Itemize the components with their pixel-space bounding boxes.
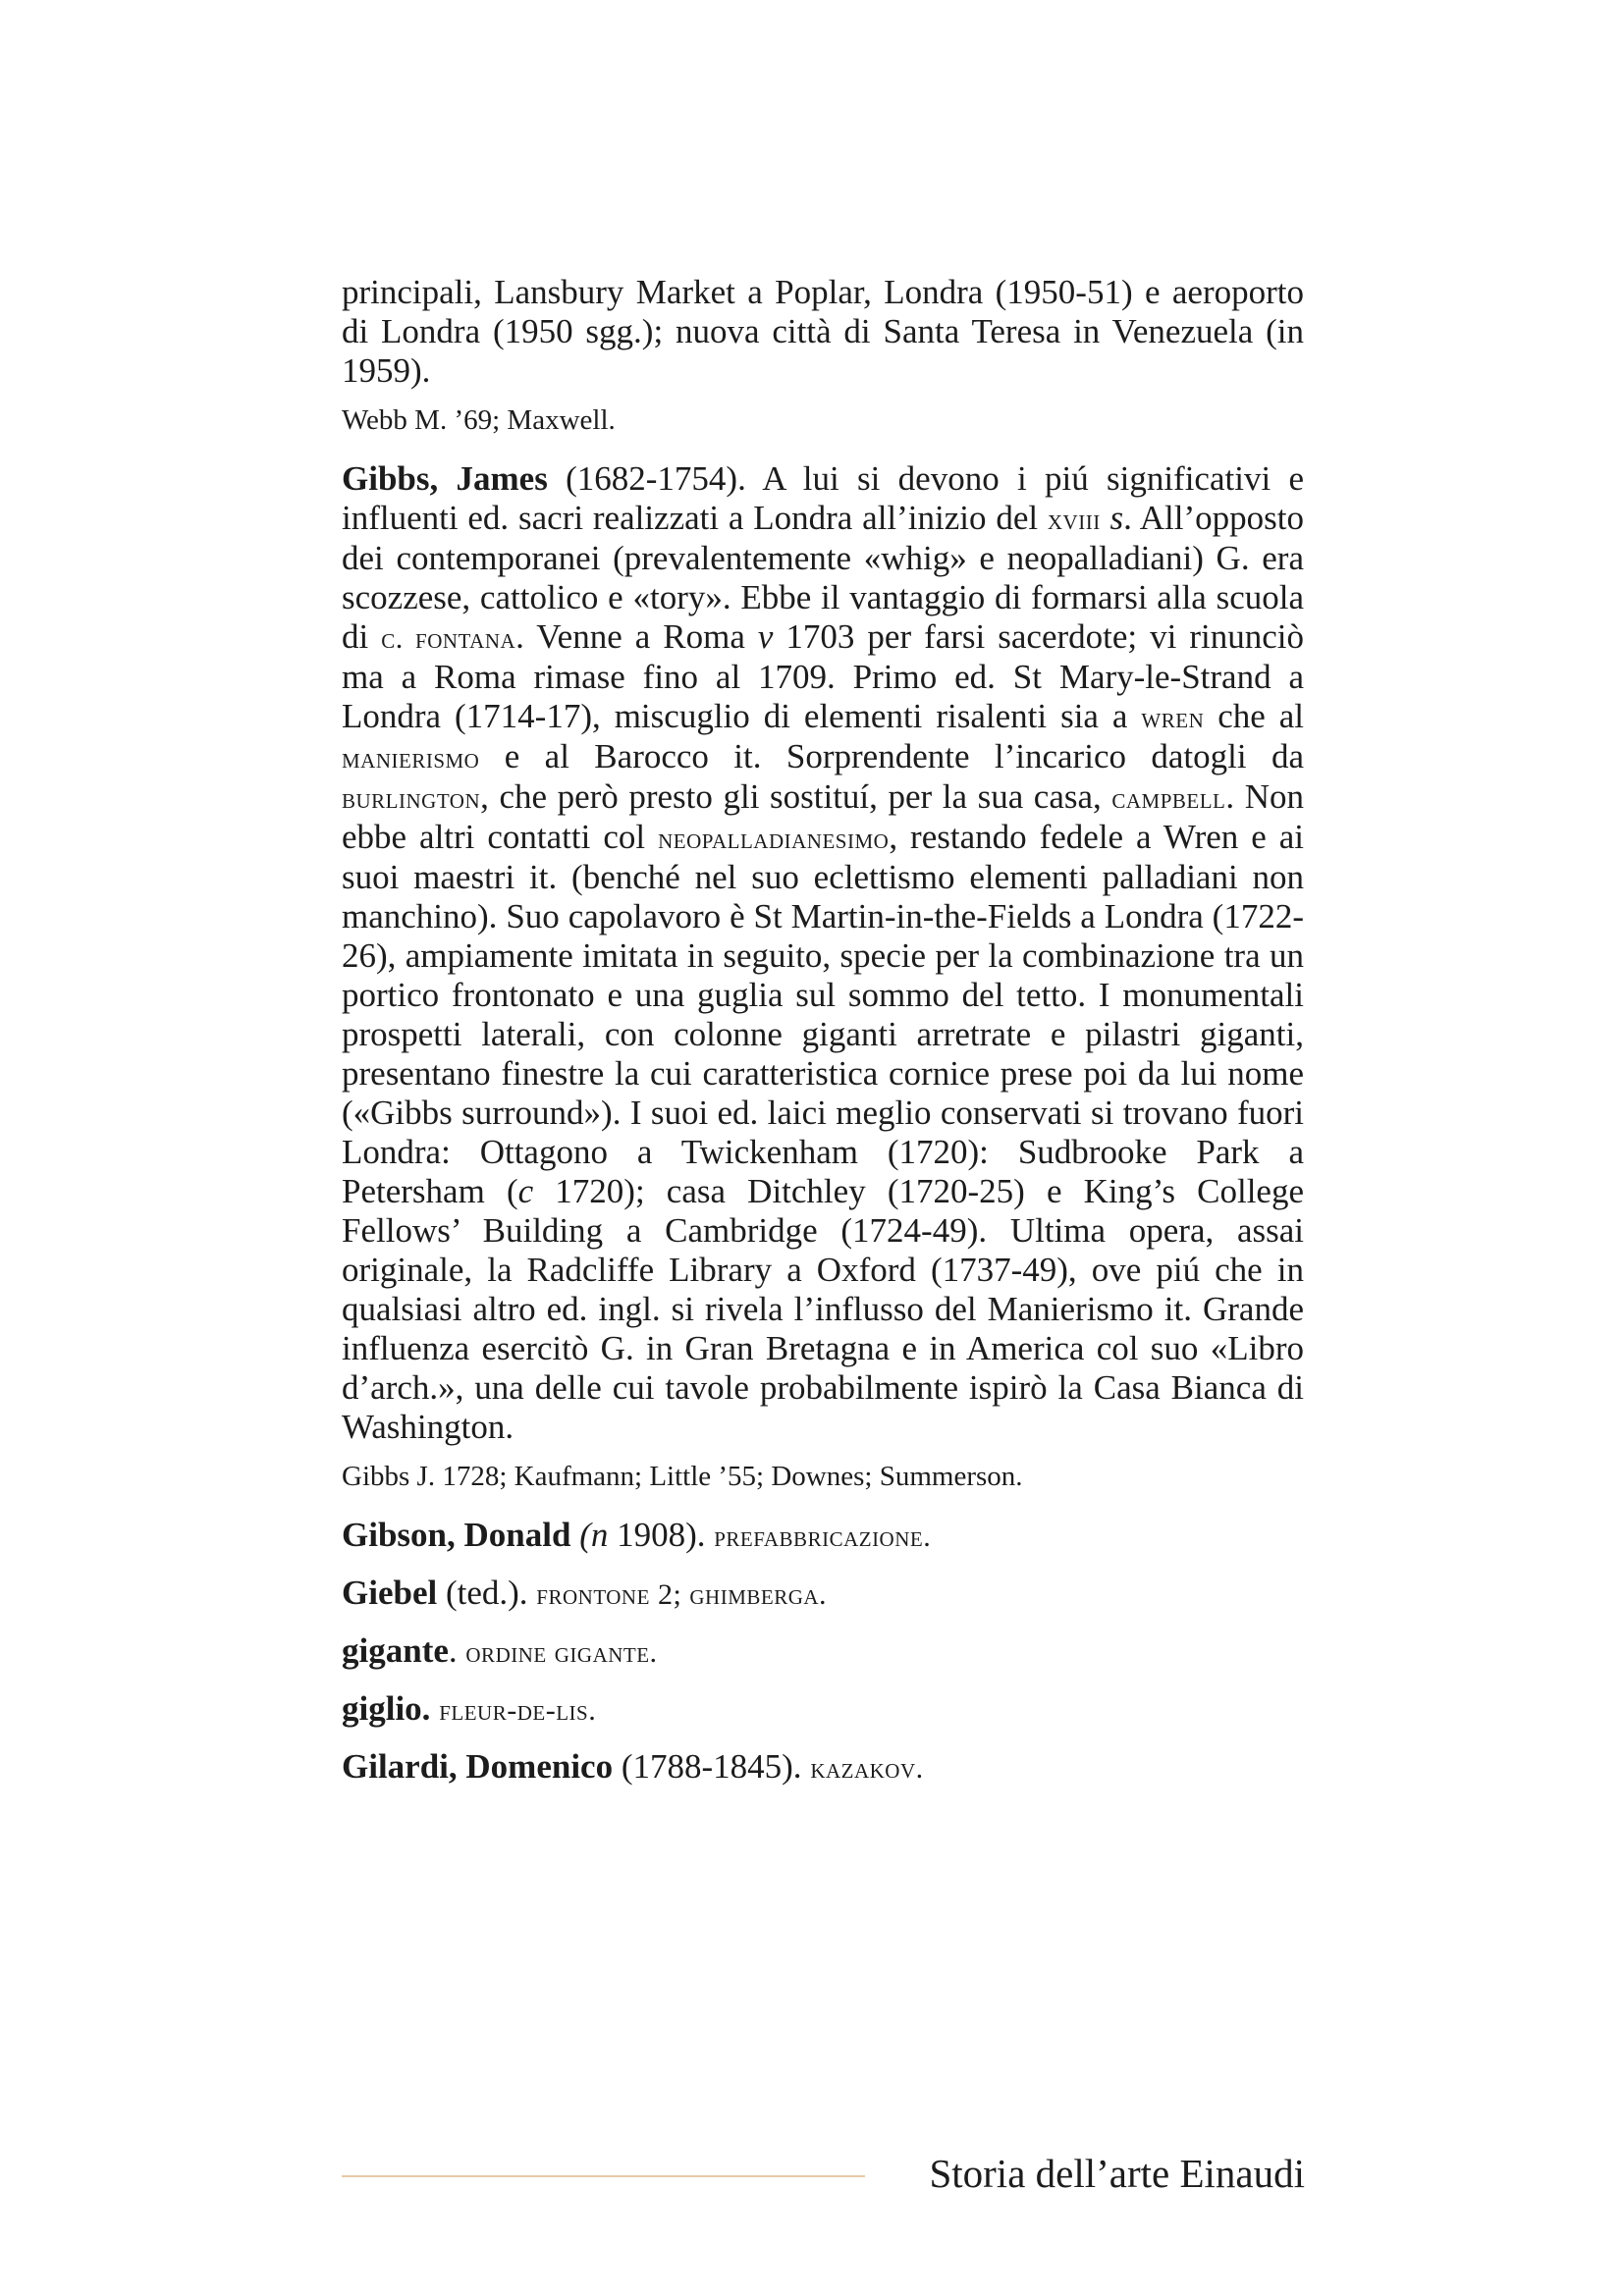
gibbs-text-6: e al Barocco it. Sorprendente l’incarico datogli da (479, 737, 1304, 775)
dictionary-entry (342, 1631, 1304, 1672)
xref-burlington: burlington (342, 781, 481, 815)
gibbs-text-9: , restando fedele a Wren e ai suoi maestri it. (benché nel suo eclettismo elementi palladiani non manchino). Suo capolavoro è St Martin-in-the-Fields a Londra (1722-26), ampiamente imitata in seguito, specie per la combinazione tra un portico frontonato e una guglia sul sommo del tetto. I monumentali prospetti laterali, con colonne giganti arretrate e pilastri giganti, presentano finestre la cui caratteristica cornice prese poi da lui nome («Gibbs surround»). I suoi ed. laici meglio conservati si trovano fuori Londra: Ottagono a Twickenham (1720): Sudbrooke Park a Petersham ( (342, 818, 1305, 1210)
gibbs-bibliography: Gibbs J. 1728; Kaufmann; Little ’55; Downes; Summerson. (342, 1461, 1023, 1492)
xref-neopalladianesimo: neopalladianesimo (658, 822, 890, 855)
xref-wren: wren (1141, 701, 1205, 734)
entry-mid: (ted.). (437, 1574, 537, 1612)
gibbs-text-4: 1703 per farsi sacerdote; vi rinunciò ma a Roma rimase fino al 1709. Primo ed. St Mary-le-Strand a Londra (1714-17), miscuglio di elementi risalenti sia a (342, 617, 1304, 735)
gibbs-headword: Gibbs, James (342, 459, 548, 498)
dictionary-entry (342, 1747, 1304, 1788)
xref-campbell: campbell (1111, 781, 1226, 815)
short-entries (342, 1516, 1304, 1788)
entry-mid (570, 1516, 579, 1554)
gibbs-text-5: che al (1204, 697, 1305, 735)
entry-headword: gigante (342, 1631, 449, 1670)
abbr-verso: v (757, 617, 774, 656)
entry-cross-reference: ordine gigante. (465, 1635, 658, 1669)
gibbs-text-7: , che però presto gli sostituí, per la sua casa, (480, 777, 1112, 816)
entry-headword: Gibson, Donald (342, 1516, 571, 1554)
dictionary-entry (342, 1516, 1304, 1556)
footer-title: Storia dell’arte Einaudi (929, 2151, 1305, 2196)
dictionary-entry (342, 1574, 1304, 1614)
continuation-bibliography: Webb M. ’69; Maxwell. (342, 404, 616, 436)
entry-cross-reference: frontone 2; ghimberga. (536, 1577, 828, 1611)
gibbs-text-2: . All’opposto dei contemporanei (prevalentemente «whig» e neopalladiani) G. era scozzese, cattolico e «tory». Ebbe il vantaggio di formarsi alla scuola di (342, 499, 1304, 656)
entry-mid: (1788-1845). (613, 1747, 811, 1786)
century-ref: xviii (1047, 503, 1101, 536)
xref-fontana: c. fontana (381, 621, 516, 655)
xref-manierismo: manierismo (342, 741, 480, 774)
entry-headword: Gilardi, Domenico (342, 1747, 614, 1786)
gibbs-dates: (1682-1754). (547, 459, 763, 498)
entry-headword: Giebel (342, 1574, 438, 1612)
entry-headword: giglio. (342, 1689, 431, 1728)
dictionary-entry (342, 1689, 1304, 1730)
entry-mid: . (448, 1631, 466, 1670)
century-abbr: s (1100, 499, 1124, 537)
gibbs-text-1: A lui si devono i piú significativi e influenti ed. sacri realizzati a Londra all’inizio del (342, 459, 1304, 537)
entry-cross-reference: kazakov. (810, 1751, 924, 1785)
gibbs-entry (342, 459, 1304, 1447)
entry-dates: 1908). (608, 1516, 715, 1554)
entry-cross-reference: fleur-de-lis. (439, 1693, 597, 1727)
footer-rule (342, 2175, 865, 2177)
abbr-circa: c (517, 1172, 534, 1210)
text-column (342, 273, 1304, 1805)
continuation-paragraph: principali, Lansbury Market a Poplar, Londra (1950-51) e aeroporto di Londra (1950 sgg.); nuova città di Santa Teresa in Venezuela (in 1959). (342, 273, 1304, 390)
entry-mid (430, 1689, 439, 1728)
entry-cross-reference: prefabbricazione. (714, 1520, 932, 1553)
gibbs-text-3: . Venne a Roma (515, 617, 758, 656)
gibbs-text-10: 1720); casa Ditchley (1720-25) e King’s College Fellows’ Building a Cambridge (1724-49). Ultima opera, assai originale, la Radcliffe Library a Oxford (1737-49), ove piú che in qualsiasi altro ed. ingl. si rivela l’influsso del Manierismo it. Grande influenza esercitò G. in Gran Bretagna e in America col suo «Libro d’arch.», una delle cui tavole probabilmente ispirò la Casa Bianca di Washington. (342, 1172, 1304, 1446)
gibbs-text-8: . Non ebbe altri contatti col (342, 777, 1304, 856)
entry-italic: (n (579, 1516, 609, 1554)
